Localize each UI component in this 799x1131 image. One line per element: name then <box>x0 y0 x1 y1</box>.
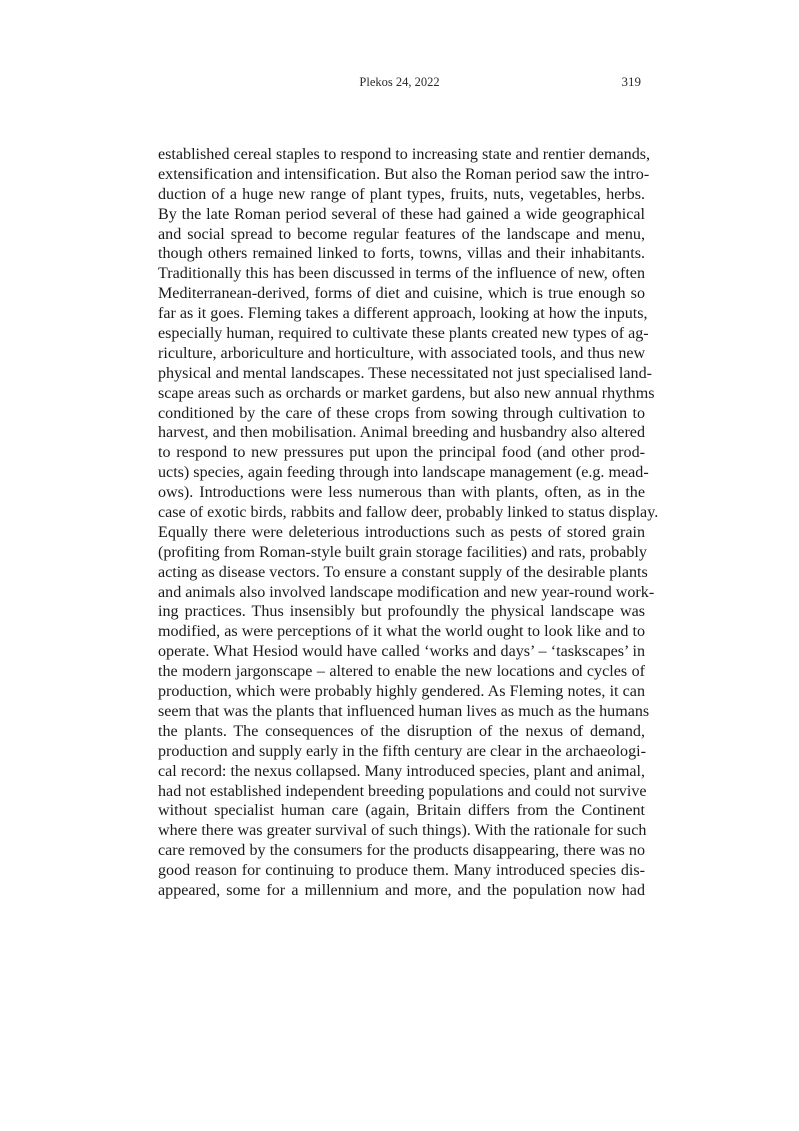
text-line: ucts) species, again feeding through into landscape management (e.g. mead- <box>158 464 649 482</box>
text-line: cal record: the nexus collapsed. Many introduced species, plant and animal, <box>158 762 645 780</box>
text-line: appeared, some for a millennium and more, and the population now had <box>158 881 645 899</box>
text-line: Mediterranean-derived, forms of diet and cuisine, which is true enough so <box>158 285 645 303</box>
text-line: modified, as were perceptions of it what the world ought to look like and to <box>158 623 645 641</box>
text-line: riculture, arboriculture and horticulture, with associated tools, and thus new <box>158 344 646 362</box>
text-line: established cereal staples to respond to increasing state and rentier demands, <box>158 146 651 163</box>
text-line: duction of a huge new range of plant types, fruits, nuts, vegetables, herbs. <box>158 185 645 203</box>
text-line: production, which were probably highly gendered. As Fleming notes, it can <box>158 683 645 701</box>
text-line: the modern jargonscape – altered to enable the new locations and cycles of <box>158 663 645 681</box>
text-line: far as it goes. Fleming takes a different approach, looking at how the inputs, <box>158 305 648 323</box>
body-paragraph <box>158 145 659 901</box>
text-line: operate. What Hesiod would have called ‘works and days’ – ‘taskscapes’ in <box>158 643 645 661</box>
text-line: the plants. The consequences of the disruption of the nexus of demand, <box>158 722 645 740</box>
text-line: By the late Roman period several of these had gained a wide geographical <box>158 205 645 223</box>
text-line: especially human, required to cultivate these plants created new types of ag- <box>158 325 649 343</box>
journal-reference: Plekos 24, 2022 <box>359 75 440 89</box>
text-line: had not established independent breeding populations and could not survive <box>158 782 647 800</box>
text-line: harvest, and then mobilisation. Animal breeding and husbandry also altered <box>158 424 645 442</box>
page-number: 319 <box>621 74 641 89</box>
text-line: extensification and intensification. But also the Roman period saw the intro- <box>158 165 650 183</box>
text-line: ing practices. Thus insensibly but profoundly the physical landscape was <box>158 603 645 621</box>
text-line: case of exotic birds, rabbits and fallow deer, probably linked to status display. <box>158 504 659 522</box>
text-line: good reason for continuing to produce them. Many introduced species dis- <box>158 862 645 880</box>
text-line: though others remained linked to forts, towns, villas and their inhabitants. <box>158 245 645 263</box>
text-line: Traditionally this has been discussed in terms of the influence of new, often <box>158 265 645 283</box>
text-line: physical and mental landscapes. These necessitated not just specialised land- <box>158 364 652 382</box>
running-header <box>0 72 799 92</box>
text-line: and animals also involved landscape modification and new year-round work- <box>158 583 655 601</box>
text-line: scape areas such as orchards or market gardens, but also new annual rhythms <box>158 384 655 402</box>
text-line: Equally there were deleterious introductions such as pests of stored grain <box>158 523 645 541</box>
text-line: acting as disease vectors. To ensure a constant supply of the desirable plants <box>158 563 648 581</box>
text-line: seem that was the plants that influenced human lives as much as the humans <box>158 702 650 720</box>
text-line: ows). Introductions were less numerous than with plants, often, as in the <box>158 484 645 502</box>
text-line: and social spread to become regular features of the landscape and menu, <box>158 225 645 243</box>
text-line: conditioned by the care of these crops from sowing through cultivation to <box>158 404 645 422</box>
text-line: production and supply early in the fifth century are clear in the archaeologi- <box>158 742 646 760</box>
text-line: care removed by the consumers for the products disappearing, there was no <box>158 842 645 860</box>
text-line: where there was greater survival of such things). With the rationale for such <box>158 822 647 840</box>
text-line: without specialist human care (again, Britain differs from the Continent <box>158 802 645 820</box>
text-line: (profiting from Roman-style built grain storage facilities) and rats, probably <box>158 543 647 561</box>
text-line: to respond to new pressures put upon the principal food (and other prod- <box>158 444 645 462</box>
